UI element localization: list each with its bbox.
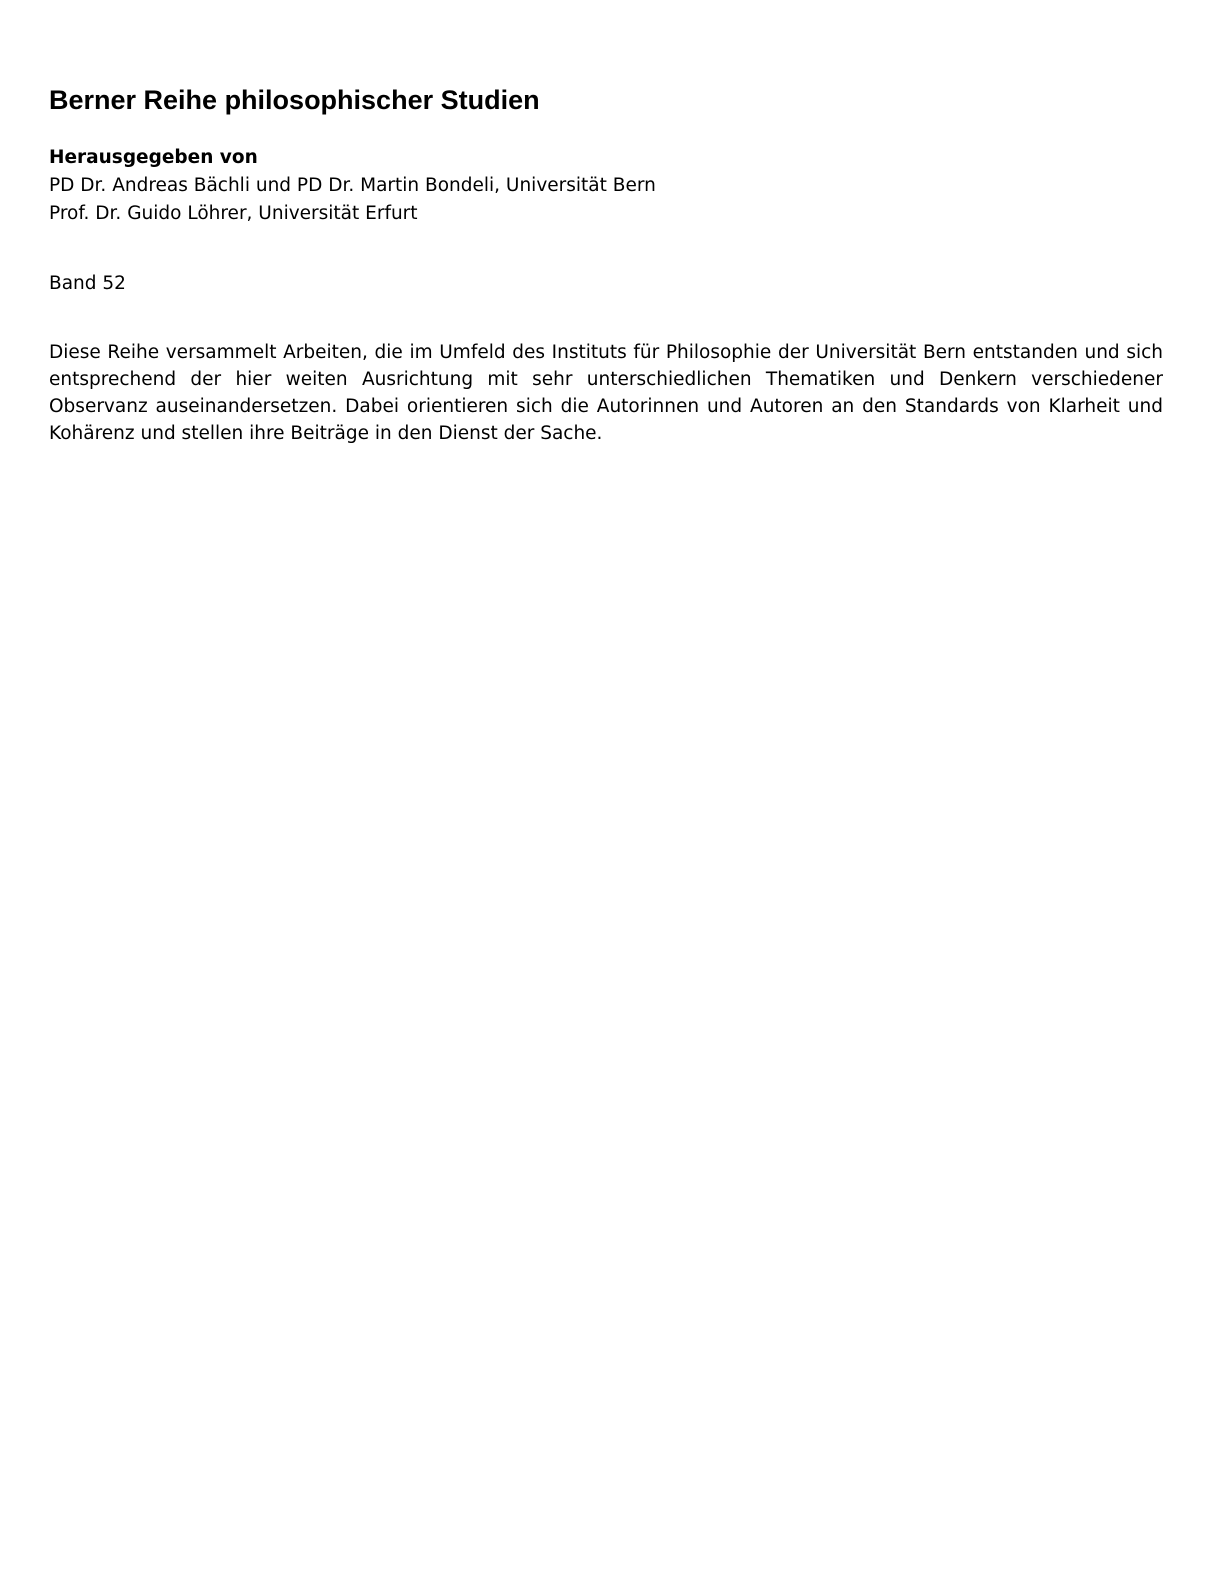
editors-heading: Herausgegeben von bbox=[49, 147, 258, 168]
volume-number: Band 52 bbox=[49, 273, 126, 294]
document-page bbox=[49, 80, 1163, 466]
series-title: Berner Reihe philosophischer Studien bbox=[49, 85, 540, 115]
editors-block bbox=[49, 144, 1163, 228]
editor-line-2: Prof. Dr. Guido Löhrer, Universität Erfurt bbox=[49, 203, 418, 224]
series-description: Diese Reihe versammelt Arbeiten, die im Umfeld des Instituts für Philosophie der Universität Bern entstanden und sich entsprechend der hier weiten Ausrichtung mit sehr unterschiedlichen Thematiken und Denkern verschiedener Observanz auseinandersetzen. Dabei orientieren sich die Autorinnen und Autoren an den Standards von Klarheit und Kohärenz und stellen ihre Beiträge in den Dienst der Sache. bbox=[49, 342, 1163, 444]
editor-line-1: PD Dr. Andreas Bächli und PD Dr. Martin Bondeli, Universität Bern bbox=[49, 175, 656, 196]
